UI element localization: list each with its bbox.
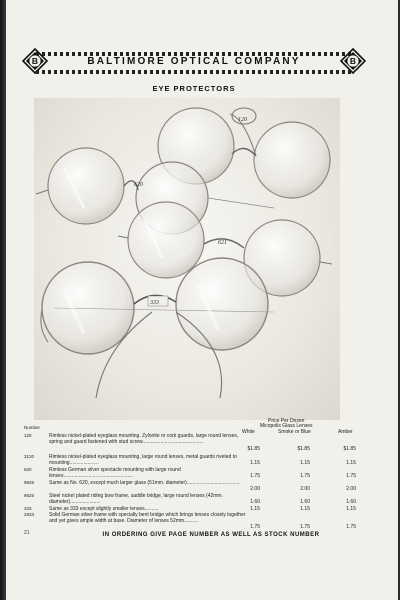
stock-number: 9825	[24, 480, 35, 485]
stock-number: 120	[24, 433, 32, 438]
stock-number: 333	[24, 506, 32, 511]
price-white: 1.15	[250, 506, 260, 512]
col-amber-label: Amber	[338, 429, 353, 435]
price-white: 1.15	[250, 460, 260, 466]
number-column-label: Number	[24, 425, 41, 430]
price-amber: $1.85	[343, 446, 356, 452]
stock-number: 3120	[24, 454, 35, 459]
company-name: BALTIMORE OPTICAL COMPANY	[87, 56, 301, 67]
stock-number: 2833	[24, 512, 35, 517]
price-smoke: 1.60	[300, 499, 310, 505]
stock-number: 9825	[24, 493, 35, 498]
item-description: Solid German silver frame with specially bent bridge which brings lenses closely together and yet gives ample width at base. Diameter of lenses 52mm..........	[49, 512, 246, 525]
spectacles-333	[41, 258, 274, 398]
product-photo	[34, 98, 340, 420]
item-description: Same as 333 except slightly smaller lenses..........	[49, 506, 159, 512]
price-white: 1.60	[250, 499, 260, 505]
price-smoke: $1.85	[297, 446, 310, 452]
item-description: Rimless German silver spectacle mounting with large round lenses..................................................	[49, 467, 181, 480]
page-number: 21	[24, 530, 30, 536]
tag-621: 621	[218, 240, 227, 246]
logo-letter: B	[31, 56, 39, 67]
price-amber: 1.60	[346, 499, 356, 505]
company-header	[22, 52, 366, 72]
tag-620: 620	[134, 182, 143, 188]
item-description: Rimless nickel-plated eyeglass mounting, large round lenses, metal guards riveted to mounting.....................	[49, 454, 237, 467]
price-white: 1.75	[250, 524, 260, 530]
tag-333: 333	[150, 300, 159, 306]
price-white: $1.85	[247, 446, 260, 452]
logo-letter: B	[349, 56, 357, 67]
item-description: Rimless nickel-plated eyeglass mounting. Zylonite or cork guards, large round lenses, spring and guard fastened with stud screw............................................	[49, 433, 239, 446]
price-amber: 2.00	[346, 486, 356, 492]
col-smoke-label: Smoke or Blue	[278, 429, 311, 435]
price-amber: 1.15	[346, 506, 356, 512]
price-smoke: 1.75	[300, 524, 310, 530]
price-amber: 1.15	[346, 460, 356, 466]
price-header-line1: Price Per Dozen	[268, 418, 305, 424]
price-white: 2.00	[250, 486, 260, 492]
price-smoke: 1.75	[300, 473, 310, 479]
stock-number: 620	[24, 467, 32, 472]
price-amber: 1.75	[346, 473, 356, 479]
price-smoke: 1.15	[300, 506, 310, 512]
price-white: 1.75	[250, 473, 260, 479]
section-title: EYE PROTECTORS	[152, 84, 236, 93]
header-rule-bottom	[36, 70, 352, 74]
item-description: Steel nickel plated riding bow frame, saddle bridge, large round lenses (42mm. diameter)......................	[49, 493, 223, 506]
col-white-label: White	[242, 429, 255, 435]
price-smoke: 2.00	[300, 486, 310, 492]
eyeglasses-illustration	[34, 98, 340, 420]
ordering-note: IN ORDERING GIVE PAGE NUMBER AS WELL AS STOCK NUMBER	[102, 532, 320, 538]
catalog-page	[6, 0, 398, 600]
price-amber: 1.75	[346, 524, 356, 530]
price-header-line2: Micopolis Glass Lenses	[260, 423, 313, 429]
item-description: Same as No. 620, except much larger glass (51mm. diameter)......................................	[49, 480, 240, 486]
price-smoke: 1.15	[300, 460, 310, 466]
tag-120: 120	[238, 117, 247, 123]
